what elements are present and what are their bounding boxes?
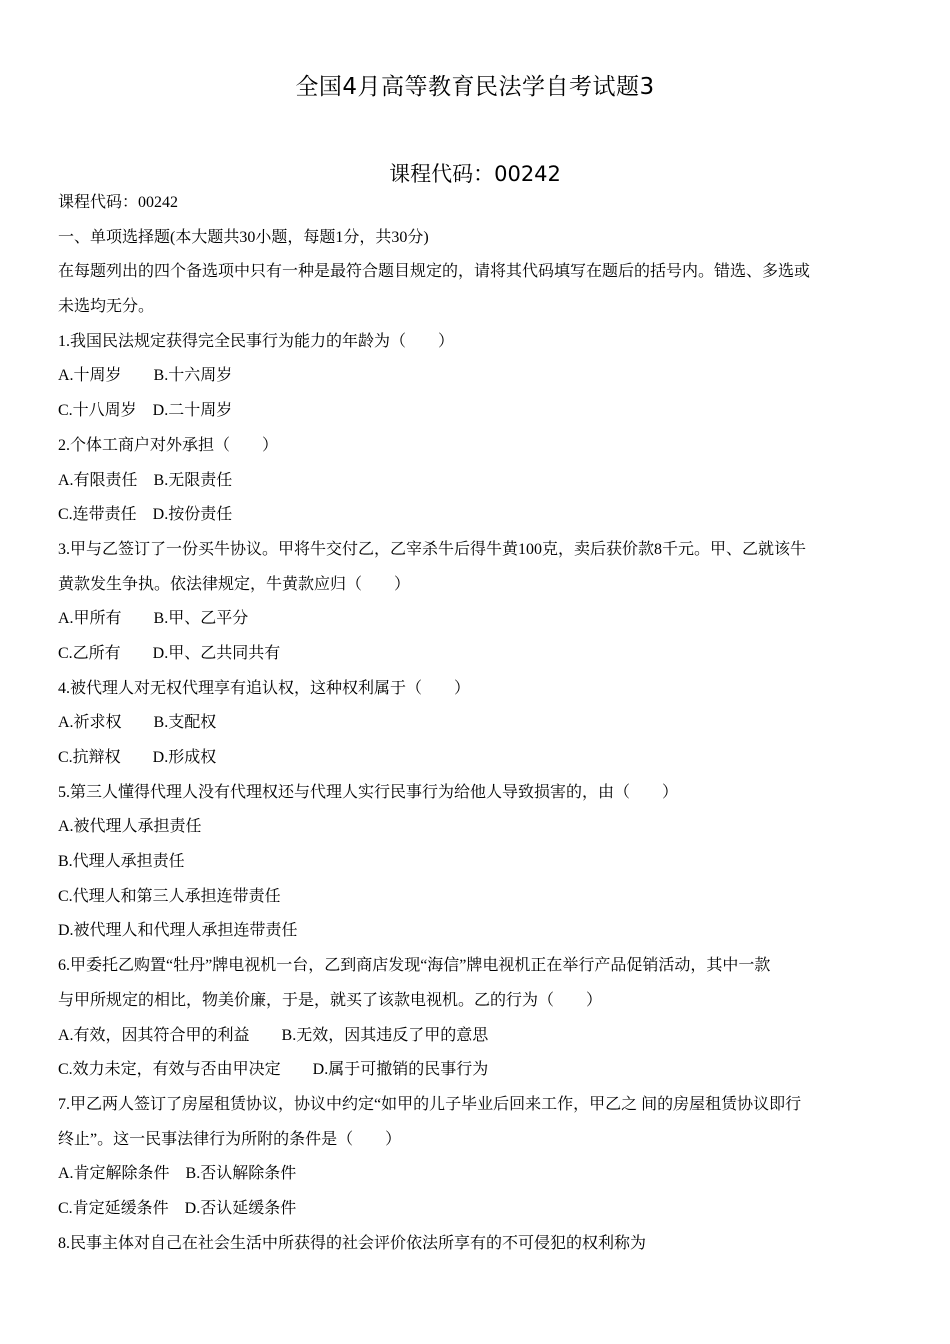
option-line: D.被代理人和代理人承担连带责任 [58, 922, 298, 940]
option-line: A.十周岁 B.十六周岁 [58, 367, 233, 385]
question-line: 4.被代理人对无权代理享有追认权，这种权利属于（ ） [58, 679, 471, 697]
question-line: 终止”。这一民事法律行为所附的条件是（ ） [58, 1130, 402, 1148]
question-line: 7.甲乙两人签订了房屋租赁协议，协议中约定“如甲的儿子毕业后回来工作，甲乙之 间的房屋租赁协议即行 [58, 1095, 802, 1113]
option-line: A.祈求权 B.支配权 [58, 714, 217, 732]
section-heading: 一、单项选择题(本大题共30小题，每题1分，共30分) [58, 228, 429, 246]
question-line: 2.个体工商户对外承担（ ） [58, 436, 279, 454]
option-line: C.连带责任 D.按份责任 [58, 506, 233, 524]
question-line: 8.民事主体对自己在社会生活中所获得的社会评价依法所享有的不可侵犯的权利称为 [58, 1234, 647, 1252]
instructions-line: 未选均无分。 [58, 298, 155, 316]
question-line: 与甲所规定的相比，物美价廉，于是，就买了该款电视机。乙的行为（ ） [58, 991, 603, 1009]
option-line: A.肯定解除条件 B.否认解除条件 [58, 1165, 297, 1183]
option-line: C.代理人和第三人承担连带责任 [58, 887, 281, 905]
option-line: A.甲所有 B.甲、乙平分 [58, 610, 249, 628]
option-line: C.效力未定，有效与否由甲决定 D.属于可撤销的民事行为 [58, 1061, 489, 1079]
question-line: 5.第三人懂得代理人没有代理权还与代理人实行民事行为给他人导致损害的，由（ ） [58, 783, 679, 801]
text-line: 课程代码：00242 [58, 194, 179, 211]
option-line: C.抗辩权 D.形成权 [58, 749, 217, 766]
instructions-line: 在每题列出的四个备选项中只有一种是最符合题目规定的，请将其代码填写在题后的括号内。错选、多选或 [58, 263, 811, 281]
question-line: 6.甲委托乙购置“牡丹”牌电视机一台，乙到商店发现“海信”牌电视机正在举行产品促销活动，其中一款 [58, 957, 771, 975]
question-line: 1.我国民法规定获得完全民事行为能力的年龄为（ ） [58, 332, 455, 350]
option-line: A.被代理人承担责任 [58, 818, 202, 836]
page-title: 全国4月高等教育民法学自考试题3 [295, 74, 655, 100]
question-line: 黄款发生争执。依法律规定，牛黄款应归（ ） [58, 575, 411, 593]
option-line: C.十八周岁 D.二十周岁 [58, 402, 233, 420]
option-line: C.肯定延缓条件 D.否认延缓条件 [58, 1199, 297, 1217]
option-line: A.有限责任 B.无限责任 [58, 471, 233, 489]
course-code-heading: 课程代码：00242 [389, 162, 561, 186]
document-body [58, 186, 894, 1261]
option-line: B.代理人承担责任 [58, 853, 185, 871]
question-line: 3.甲与乙签订了一份买牛协议。甲将牛交付乙，乙宰杀牛后得牛黄100克，卖后获价款8千元。甲、乙就该牛 [58, 540, 807, 558]
option-line: C.乙所有 D.甲、乙共同共有 [58, 644, 281, 662]
option-line: A.有效，因其符合甲的利益 B.无效，因其违反了甲的意思 [58, 1026, 489, 1044]
